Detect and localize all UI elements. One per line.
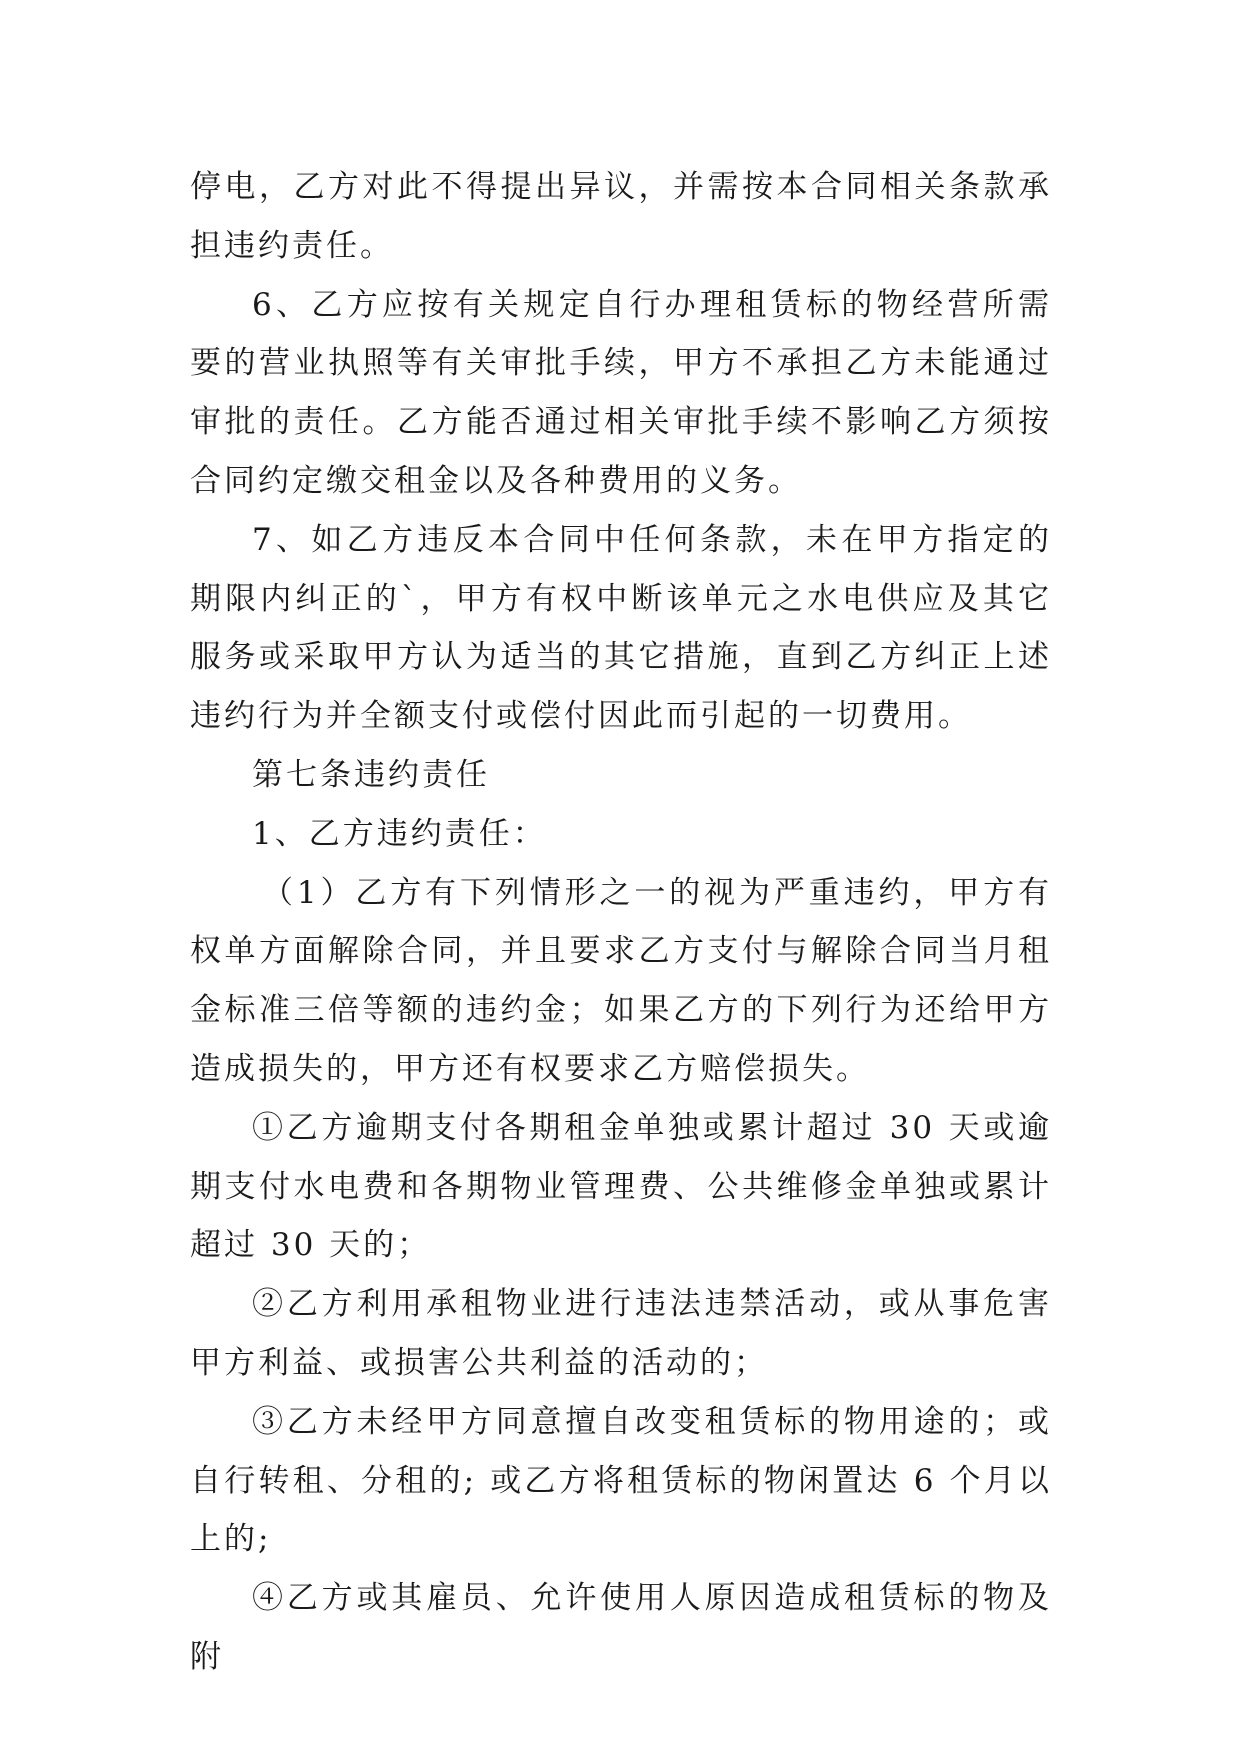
paragraph-clause-7: 7、如乙方违反本合同中任何条款，未在甲方指定的期限内纠正的`，甲方有权中断该单元之水电供应及其它服务或采取甲方认为适当的其它措施，直到乙方纠正上述违约行为并全额支付或偿付因此而引起的一切费用。	[190, 521, 1052, 735]
document-body	[190, 158, 1052, 1687]
paragraph-clause-6: 6、乙方应按有关规定自行办理租赁标的物经营所需要的营业执照等有关审批手续，甲方不承担乙方未能通过审批的责任。乙方能否通过相关审批手续不影响乙方须按合同约定缴交租金以及各种费用的义务。	[190, 286, 1052, 499]
list-item-1: ①乙方逾期支付各期租金单独或累计超过 30 天或逾期支付水电费和各期物业管理费、公共维修金单独或累计超过 30 天的；	[190, 1109, 1052, 1264]
section-heading-article-7: 第七条违约责任	[252, 756, 490, 793]
paragraph-continuation: 停电，乙方对此不得提出异议，并需按本合同相关条款承担违约责任。	[190, 169, 1052, 264]
list-item-2: ②乙方利用承租物业进行违法违禁活动，或从事危害甲方利益、或损害公共利益的活动的；	[190, 1286, 1052, 1381]
list-item-4: ④乙方或其雇员、允许使用人原因造成租赁标的物及附	[190, 1580, 1052, 1675]
paragraph-serious-breach: （1）乙方有下列情形之一的视为严重违约，甲方有权单方面解除合同，并且要求乙方支付与解除合同当月租金标准三倍等额的违约金；如果乙方的下列行为还给甲方造成损失的，甲方还有权要求乙方赔偿损失。	[190, 874, 1052, 1087]
list-item-3: ③乙方未经甲方同意擅自改变租赁标的物用途的；或自行转租、分租的; 或乙方将租赁标的物闲置达 6 个月以上的;	[190, 1403, 1052, 1558]
subheading-party-b-liability: 1、乙方违约责任：	[252, 815, 547, 852]
